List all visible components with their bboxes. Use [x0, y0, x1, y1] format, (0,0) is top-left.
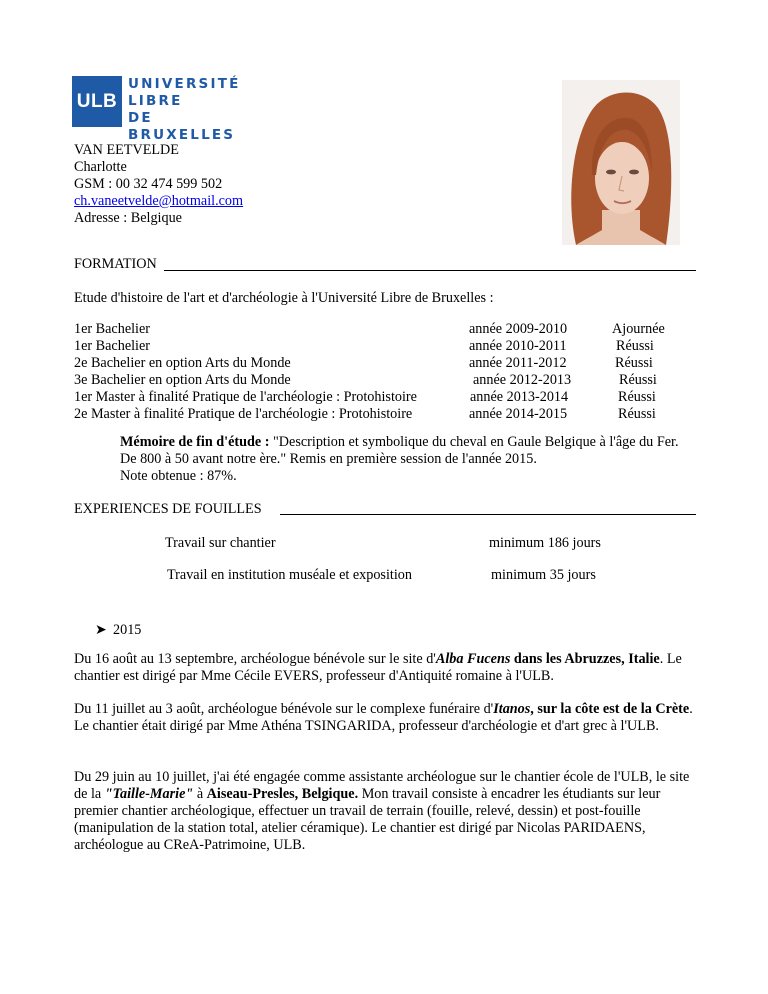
degree-cell: 2e Bachelier en option Arts du Monde	[74, 355, 291, 371]
table-row	[74, 389, 665, 406]
degree-cell: 1er Bachelier	[74, 338, 151, 354]
result-cell: Réussi	[616, 338, 654, 354]
degree-cell: 3e Bachelier en option Arts du Monde	[74, 372, 291, 388]
table-row	[74, 406, 665, 423]
summary-label-chantier: Travail sur chantier	[165, 535, 276, 551]
name-first: Charlotte	[74, 159, 127, 175]
year-cell: année 2013-2014	[470, 389, 569, 405]
table-row	[74, 321, 665, 338]
site-name: Itanos	[493, 701, 531, 717]
year-cell: année 2012-2013	[473, 372, 572, 388]
ulb-logo-wordmark: UNIVERSITÉ LIBRE DE BRUXELLES	[128, 76, 241, 143]
experience-entry-alba-fucens: Du 16 août au 13 septembre, archéologue bénévole sur le site d'Alba Fucens dans les Abruzzes, Italie. Le chantier est dirigé par Mme Cécile EVERS, professeur d'Antiquité romaine à l'ULB.	[74, 651, 682, 684]
profile-photo	[562, 80, 680, 245]
year-cell: année 2011-2012	[469, 355, 567, 371]
degree-cell: 1er Bachelier	[74, 321, 151, 337]
formation-table	[74, 321, 665, 423]
year-cell: année 2014-2015	[469, 406, 568, 422]
summary-value-chantier: minimum 186 jours	[489, 535, 601, 551]
year-cell: année 2009-2010	[469, 321, 568, 337]
memoire-note: Note obtenue : 87%.	[120, 468, 237, 484]
summary-value-musee: minimum 35 jours	[491, 567, 596, 583]
degree-cell: 2e Master à finalité Pratique de l'archéologie : Protohistoire	[74, 406, 413, 422]
site-name: "Taille-Marie"	[104, 786, 194, 802]
experience-entry-itanos: Du 11 juillet au 3 août, archéologue bénévole sur le complexe funéraire d'Itanos, sur la côte est de la Crète. Le chantier était dirigé par Mme Athéna TSINGARIDA, professeur d'archéologie et d'art grec à l'ULB.	[74, 701, 693, 734]
address: Adresse : Belgique	[74, 210, 182, 226]
memoire-paragraph	[120, 434, 696, 468]
email-link[interactable]: ch.vaneetvelde@hotmail.com	[74, 193, 244, 209]
degree-cell: 1er Master à finalité Pratique de l'archéologie : Protohistoire	[74, 389, 417, 405]
summary-label-musee: Travail en institution muséale et exposition	[167, 567, 412, 583]
ulb-logo	[72, 76, 247, 143]
site-name: Alba Fucens	[435, 651, 511, 667]
result-cell: Ajournée	[612, 321, 665, 337]
experiences-heading-rule	[280, 514, 696, 515]
experiences-heading: EXPERIENCES DE FOUILLES	[74, 501, 262, 517]
table-row	[74, 372, 665, 389]
experience-entry-taille-marie: Du 29 juin au 10 juillet, j'ai été engagée comme assistante archéologue sur le chantier école de l'ULB, le site de la "Taille-Marie" à Aiseau-Presles, Belgique. Mon travail consiste à encadrer les étudiants sur leur premier chantier archéologique, effectuer un travail de terrain (fouille, relevé, dessin) et post-fouille (manipulation de la station total, atelier céramique). Le chantier est dirigé par Nicolas PARIDAENS, archéologue au CReA-Patrimoine, ULB.	[74, 769, 690, 853]
year-bullet-item	[95, 622, 141, 639]
formation-intro: Etude d'histoire de l'art et d'archéologie à l'Université Libre de Bruxelles :	[74, 290, 494, 306]
ulb-logo-mark: ULB	[72, 76, 122, 127]
formation-heading: FORMATION	[74, 256, 157, 272]
memoire-text: "Description et symbolique du cheval en Gaule Belgique à l'âge du Fer. De 800 à 50 avant notre ère." Remis en première session de l'année 2015.	[120, 434, 679, 467]
result-cell: Réussi	[615, 355, 653, 371]
arrow-bullet-icon: ➤	[95, 622, 107, 638]
name-last: VAN EETVELDE	[74, 142, 179, 158]
table-row	[74, 355, 665, 372]
year-label: 2015	[113, 622, 142, 638]
result-cell: Réussi	[618, 406, 656, 422]
memoire-label: Mémoire de fin d'étude :	[120, 434, 270, 450]
phone: GSM : 00 32 474 599 502	[74, 176, 223, 192]
formation-heading-rule	[164, 270, 696, 271]
result-cell: Réussi	[618, 389, 656, 405]
result-cell: Réussi	[619, 372, 657, 388]
year-cell: année 2010-2011	[469, 338, 567, 354]
table-row	[74, 338, 665, 355]
